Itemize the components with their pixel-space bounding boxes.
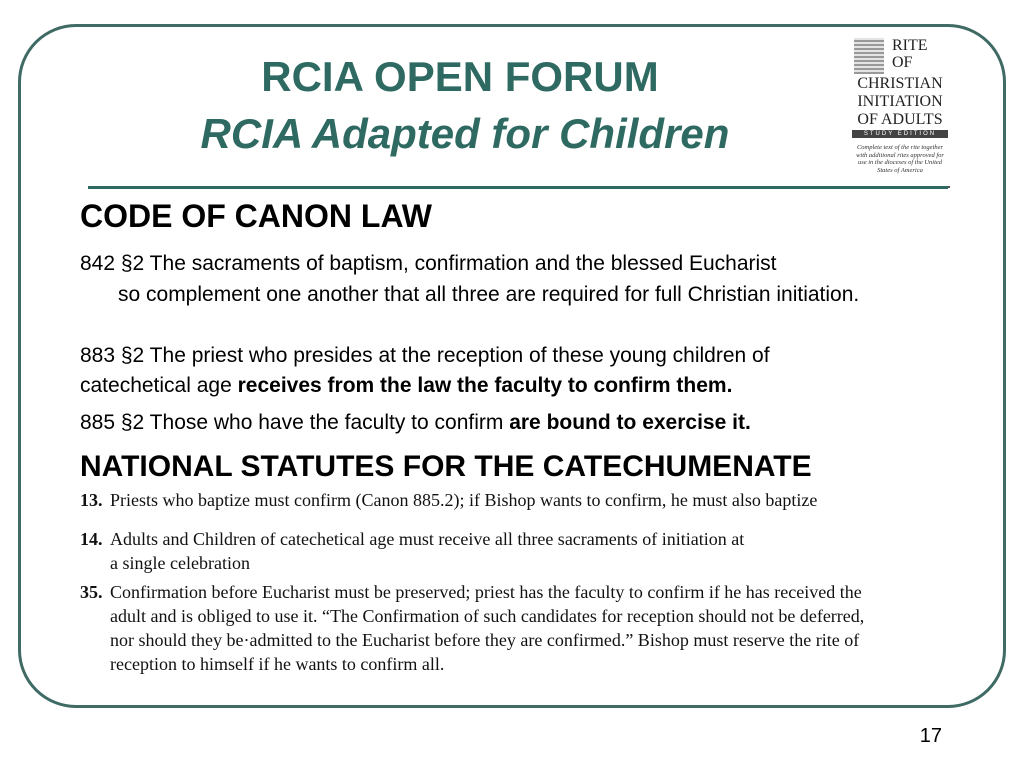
page-number: 17	[919, 725, 942, 747]
logo-description: Complete text of the rite together with additional rites approved for use in the dioceses of the United States of America	[856, 144, 944, 174]
statute-number: 13.	[80, 490, 103, 510]
logo-line-2: OF	[892, 54, 913, 71]
canon-842-continuation: so complement one another that all three are required for full Christian initiation.	[118, 283, 860, 306]
statute-line: reception to himself if he wants to confirm all.	[110, 654, 445, 674]
canon-883-line-2	[80, 370, 960, 401]
title-divider	[88, 186, 948, 189]
canon-885-emphasis: are bound to exercise it.	[509, 411, 751, 434]
logo-line-1: RITE	[892, 37, 928, 54]
national-statutes-heading: NATIONAL STATUTES FOR THE CATECHUMENATE	[80, 450, 812, 483]
logo-edition-band: STUDY EDITION	[852, 130, 948, 138]
statute-line: Confirmation before Eucharist must be preserved; priest has the faculty to confirm if he has received the	[110, 582, 862, 602]
canon-842-paragraph	[80, 248, 960, 310]
statute-line: Priests who baptize must confirm (Canon 885.2); if Bishop wants to confirm, he must also baptize	[110, 490, 818, 510]
statute-number: 14.	[80, 529, 103, 549]
canon-883-emphasis: receives from the law the faculty to confirm them.	[237, 374, 733, 397]
canon-885-plain: 885 §2 Those who have the faculty to confirm	[80, 411, 510, 434]
statute-13	[80, 488, 960, 512]
statute-14	[80, 527, 960, 575]
logo-line-5: OF ADULTS	[857, 111, 943, 128]
logo-line-4: INITIATION	[857, 93, 943, 110]
logo-line-3: CHRISTIAN	[857, 75, 943, 92]
statute-line: nor should they be·admitted to the Eucharist before they are confirmed.” Bishop must reserve the rite of	[110, 630, 860, 650]
canon-law-heading: CODE OF CANON LAW	[80, 198, 432, 234]
canon-883-plain: catechetical age	[80, 374, 238, 397]
emblem-icon	[854, 38, 884, 74]
slide-title: RCIA OPEN FORUM	[261, 53, 659, 100]
canon-883-line-1: 883 §2 The priest who presides at the reception of these young children of	[80, 344, 770, 367]
statute-line: a single celebration	[110, 553, 250, 573]
statute-line: Adults and Children of catechetical age must receive all three sacraments of initiation at	[110, 529, 745, 549]
statute-35	[80, 580, 960, 676]
slide-subtitle: RCIA Adapted for Children	[200, 110, 730, 157]
statute-line: adult and is obliged to use it. “The Confirmation of such candidates for reception should not be deferred,	[110, 606, 865, 626]
statute-number: 35.	[80, 582, 103, 602]
canon-885-paragraph	[80, 407, 960, 438]
canon-842-first-line: 842 §2 The sacraments of baptism, confirmation and the blessed Eucharist	[80, 252, 777, 275]
rite-book-logo	[850, 36, 950, 188]
